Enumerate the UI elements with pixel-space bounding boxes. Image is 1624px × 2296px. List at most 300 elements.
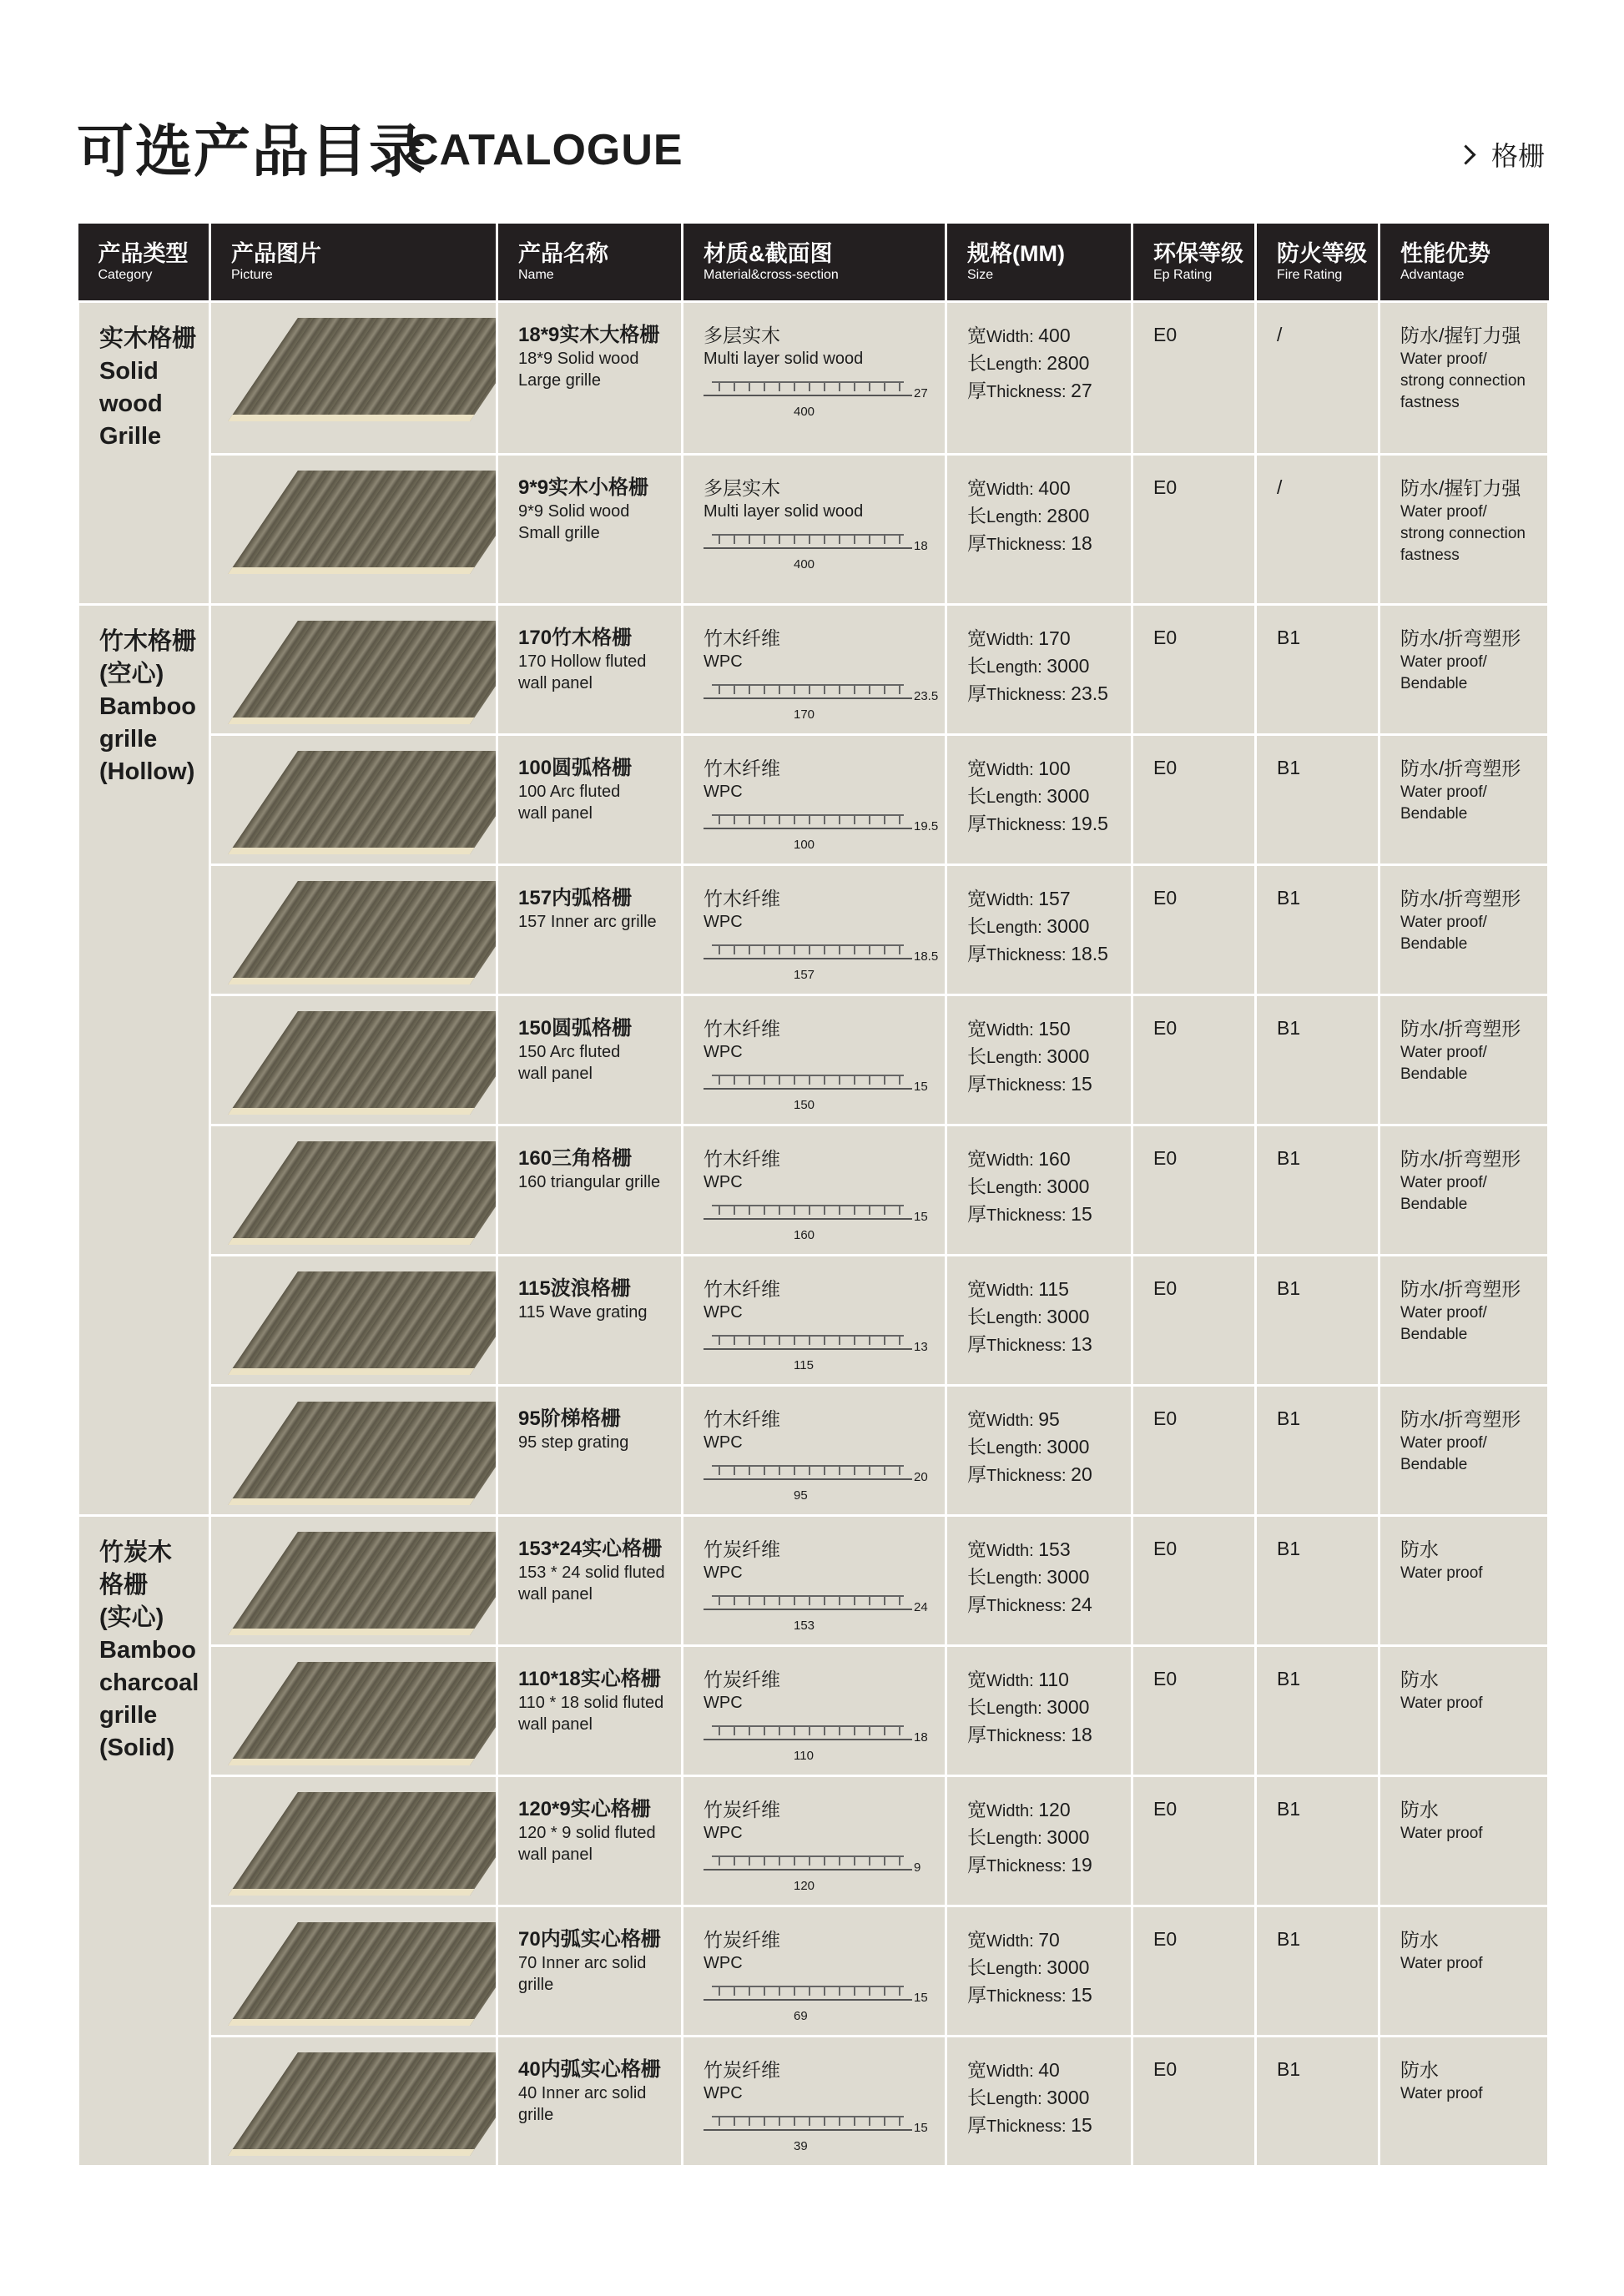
size-length: 长Length: 2800 [967, 352, 1090, 374]
advantage-en: Water proof/ Bendable [1400, 1434, 1487, 1473]
product-name-zh: 9*9实木小格栅 [518, 476, 649, 499]
material-cell [683, 735, 946, 865]
cross-section-profile [704, 1070, 912, 1090]
fire-rating-cell [1256, 1386, 1379, 1516]
size-thickness: 厚Thickness: 23.5 [967, 682, 1108, 704]
column-header-zh: 环保等级 [1153, 241, 1243, 266]
ep-rating: E0 [1153, 476, 1178, 498]
product-name-en: 9*9 Solid wood Small grille [518, 502, 630, 542]
advantage-en: Water proof [1400, 1825, 1483, 1842]
section-thickness-label: 23.5 [914, 689, 939, 703]
advantage-cell [1379, 1516, 1549, 1646]
section-thickness-label: 27 [914, 386, 928, 400]
advantage-zh: 防水 [1400, 1669, 1439, 1690]
fire-rating-cell [1256, 1906, 1379, 2037]
size-cell [946, 995, 1132, 1125]
product-picture [210, 455, 497, 605]
section-width-label: 150 [794, 1098, 815, 1112]
column-header [946, 224, 1132, 302]
product-name-en: 157 Inner arc grille [518, 913, 657, 931]
fire-rating-cell [1256, 605, 1379, 735]
advantage-zh: 防水/握钉力强 [1400, 325, 1521, 346]
ep-rating: E0 [1153, 627, 1178, 648]
category-name-en: Bamboo grille (Hollow) [99, 693, 196, 785]
column-header-zh: 防火等级 [1277, 241, 1367, 266]
material-en: WPC [704, 1303, 743, 1322]
cross-section-profile [704, 1590, 912, 1610]
product-name-en: 170 Hollow fluted wall panel [518, 652, 647, 692]
section-width-label: 39 [794, 2139, 808, 2153]
fire-rating-cell [1256, 995, 1379, 1125]
cross-section-profile [704, 1460, 912, 1480]
panel-image [228, 1662, 497, 1765]
ep-rating-cell [1132, 1776, 1256, 1906]
product-picture [210, 1125, 497, 1256]
table-row [78, 455, 1549, 605]
fire-rating-cell [1256, 455, 1379, 605]
product-picture [210, 1906, 497, 2037]
size-width: 宽Width: 160 [967, 1148, 1071, 1170]
size-cell [946, 865, 1132, 995]
advantage-zh: 防水/握钉力强 [1400, 477, 1521, 499]
ep-rating: E0 [1153, 2058, 1178, 2080]
panel-image [228, 1011, 497, 1115]
cross-section-profile [704, 809, 912, 829]
ep-rating-cell [1132, 735, 1256, 865]
column-header-zh: 产品类型 [98, 241, 189, 266]
column-header-zh: 材质&截面图 [704, 241, 833, 266]
product-name-cell [497, 2037, 683, 2167]
cross-section-drawing [704, 376, 929, 420]
product-name-zh: 120*9实心格栅 [518, 1798, 651, 1820]
material-zh: 竹木纤维 [704, 1018, 780, 1040]
fire-rating: B1 [1277, 1147, 1301, 1169]
material-cell [683, 1386, 946, 1516]
column-header-en: Material&cross-section [704, 268, 839, 282]
cross-section-drawing [704, 939, 939, 983]
product-name-cell [497, 1646, 683, 1776]
material-cell [683, 1906, 946, 2037]
ep-rating-cell [1132, 2037, 1256, 2167]
column-header-en: Size [967, 268, 994, 282]
section-thickness-label: 15 [914, 1991, 928, 2005]
cross-section-profile [704, 376, 912, 396]
advantage-en: Water proof [1400, 2085, 1483, 2102]
product-name-zh: 40内弧实心格栅 [518, 2058, 661, 2081]
size-cell [946, 1256, 1132, 1386]
cross-section-drawing [704, 1200, 929, 1243]
material-en: WPC [704, 783, 743, 801]
advantage-en: Water proof/ Bendable [1400, 914, 1487, 953]
ep-rating: E0 [1153, 1928, 1178, 1950]
table-row [78, 1125, 1549, 1256]
column-header [78, 224, 210, 302]
size-thickness: 厚Thickness: 27 [967, 380, 1092, 401]
fire-rating: B1 [1277, 1538, 1301, 1559]
size-width: 宽Width: 95 [967, 1408, 1060, 1430]
size-cell [946, 1125, 1132, 1256]
ep-rating-cell [1132, 302, 1256, 455]
cross-section-profile [704, 939, 912, 959]
category-cell [78, 302, 210, 605]
product-name-en: 95 step grating [518, 1433, 629, 1452]
section-thickness-label: 15 [914, 1080, 928, 1094]
ep-rating: E0 [1153, 887, 1178, 909]
cross-section-profile [704, 2111, 912, 2131]
material-zh: 竹炭纤维 [704, 2059, 780, 2081]
advantage-cell [1379, 995, 1549, 1125]
size-length: 长Length: 3000 [967, 915, 1090, 937]
cross-section-drawing [704, 529, 929, 572]
product-name-cell [497, 455, 683, 605]
section-thickness-label: 9 [914, 1860, 921, 1875]
fire-rating: B1 [1277, 2058, 1301, 2080]
cross-section-drawing [704, 1981, 929, 2024]
section-nav-link[interactable] [1459, 135, 1545, 174]
fire-rating-cell [1256, 1256, 1379, 1386]
product-name-cell [497, 1256, 683, 1386]
advantage-zh: 防水 [1400, 1799, 1439, 1820]
advantage-zh: 防水 [1400, 1929, 1439, 1951]
category-name-en: Solid wood Grille [99, 358, 163, 450]
material-en: WPC [704, 1563, 743, 1582]
material-cell [683, 1776, 946, 1906]
fire-rating-cell [1256, 865, 1379, 995]
advantage-cell [1379, 1906, 1549, 2037]
fire-rating: B1 [1277, 627, 1301, 648]
column-header-en: Ep Rating [1153, 268, 1213, 282]
material-zh: 竹炭纤维 [704, 1538, 780, 1560]
product-name-cell [497, 995, 683, 1125]
advantage-cell [1379, 1256, 1549, 1386]
panel-image [228, 471, 497, 574]
fire-rating-cell [1256, 735, 1379, 865]
size-length: 长Length: 3000 [967, 2087, 1090, 2108]
section-width-label: 110 [794, 1749, 814, 1763]
product-picture [210, 1776, 497, 1906]
category-name-zh: 竹木格栅 (空心) [99, 628, 197, 687]
panel-image [228, 751, 497, 854]
ep-rating-cell [1132, 1386, 1256, 1516]
material-zh: 竹木纤维 [704, 1278, 780, 1300]
product-name-en: 150 Arc fluted wall panel [518, 1043, 621, 1083]
product-name-cell [497, 1516, 683, 1646]
size-length: 长Length: 3000 [967, 1956, 1090, 1978]
section-thickness-label: 13 [914, 1340, 928, 1354]
size-thickness: 厚Thickness: 15 [967, 1073, 1092, 1095]
category-cell [78, 1516, 210, 2167]
cross-section-drawing [704, 1070, 929, 1113]
column-header-en: Name [518, 268, 554, 282]
fire-rating: B1 [1277, 1407, 1301, 1429]
cross-section-profile [704, 529, 912, 549]
section-width-label: 95 [794, 1488, 808, 1503]
category-name-en: Bamboo charcoal grille (Solid) [99, 1637, 199, 1761]
ep-rating-cell [1132, 1646, 1256, 1776]
category-cell [78, 605, 210, 1516]
category-name-zh: 竹炭木 格栅 (实心) [99, 1539, 173, 1631]
advantage-cell [1379, 1776, 1549, 1906]
product-name-cell [497, 302, 683, 455]
size-thickness: 厚Thickness: 24 [967, 1594, 1092, 1615]
table-row [78, 1386, 1549, 1516]
product-name-cell [497, 605, 683, 735]
advantage-cell [1379, 302, 1549, 455]
ep-rating-cell [1132, 1256, 1256, 1386]
material-en: Multi layer solid wood [704, 350, 864, 368]
size-length: 长Length: 3000 [967, 1436, 1090, 1458]
ep-rating: E0 [1153, 1277, 1178, 1299]
column-header-en: Category [98, 268, 153, 282]
advantage-zh: 防水/折弯塑形 [1400, 1018, 1521, 1040]
section-thickness-label: 24 [914, 1600, 928, 1614]
fire-rating: B1 [1277, 1277, 1301, 1299]
section-width-label: 157 [794, 968, 815, 982]
cross-section-profile [704, 1200, 912, 1220]
material-cell [683, 605, 946, 735]
material-zh: 竹炭纤维 [704, 1799, 780, 1820]
product-name-cell [497, 1906, 683, 2037]
product-name-zh: 150圆弧格栅 [518, 1017, 633, 1040]
section-thickness-label: 20 [914, 1470, 928, 1484]
fire-rating: / [1277, 324, 1283, 345]
catalogue-table [77, 224, 1550, 2168]
size-width: 宽Width: 400 [967, 477, 1071, 499]
product-name-cell [497, 1125, 683, 1256]
material-en: WPC [704, 652, 743, 671]
product-name-zh: 18*9实木大格栅 [518, 324, 660, 346]
table-row [78, 1256, 1549, 1386]
size-width: 宽Width: 157 [967, 888, 1071, 909]
column-header-en: Picture [231, 268, 273, 282]
chevron-right-icon [1455, 144, 1475, 164]
product-name-zh: 100圆弧格栅 [518, 757, 633, 779]
product-picture [210, 995, 497, 1125]
panel-image [228, 621, 497, 724]
table-row [78, 995, 1549, 1125]
section-thickness-label: 18 [914, 1730, 928, 1745]
section-nav-label: 格栅 [1491, 141, 1546, 171]
size-thickness: 厚Thickness: 15 [967, 1203, 1092, 1225]
size-cell [946, 302, 1132, 455]
material-cell [683, 1516, 946, 1646]
advantage-cell [1379, 1386, 1549, 1516]
product-picture [210, 605, 497, 735]
column-header [1379, 224, 1549, 302]
cross-section-drawing [704, 1850, 929, 1894]
panel-image [228, 1792, 497, 1896]
advantage-cell [1379, 865, 1549, 995]
advantage-cell [1379, 455, 1549, 605]
ep-rating: E0 [1153, 1668, 1178, 1689]
product-picture [210, 1386, 497, 1516]
size-length: 长Length: 3000 [967, 1826, 1090, 1848]
size-width: 宽Width: 70 [967, 1929, 1060, 1951]
size-width: 宽Width: 120 [967, 1799, 1071, 1820]
advantage-zh: 防水/折弯塑形 [1400, 1148, 1521, 1170]
panel-image [228, 1922, 497, 2026]
material-en: Multi layer solid wood [704, 502, 864, 521]
category-name-zh: 实木格栅 [99, 325, 197, 352]
product-name-zh: 95阶梯格栅 [518, 1407, 621, 1430]
ep-rating-cell [1132, 1125, 1256, 1256]
section-width-label: 170 [794, 707, 815, 722]
size-thickness: 厚Thickness: 20 [967, 1463, 1092, 1485]
product-name-en: 100 Arc fluted wall panel [518, 783, 621, 823]
advantage-en: Water proof/ Bendable [1400, 653, 1487, 692]
size-thickness: 厚Thickness: 18 [967, 532, 1092, 554]
cross-section-drawing [704, 2111, 929, 2154]
cross-section-drawing [704, 679, 939, 723]
column-header-en: Advantage [1400, 268, 1465, 282]
cross-section-drawing [704, 809, 939, 853]
material-cell [683, 1646, 946, 1776]
size-cell [946, 2037, 1132, 2167]
fire-rating: B1 [1277, 887, 1301, 909]
table-row [78, 735, 1549, 865]
product-picture [210, 302, 497, 455]
material-cell [683, 455, 946, 605]
size-width: 宽Width: 153 [967, 1538, 1071, 1560]
panel-image [228, 1141, 497, 1245]
section-width-label: 120 [794, 1879, 815, 1893]
size-length: 长Length: 3000 [967, 785, 1090, 807]
product-name-cell [497, 735, 683, 865]
product-name-zh: 70内弧实心格栅 [518, 1928, 661, 1951]
advantage-cell [1379, 1646, 1549, 1776]
product-name-zh: 170竹木格栅 [518, 627, 633, 649]
material-zh: 竹木纤维 [704, 627, 780, 649]
section-width-label: 153 [794, 1619, 815, 1633]
material-zh: 竹炭纤维 [704, 1669, 780, 1690]
column-header-zh: 规格(MM) [967, 241, 1065, 266]
section-thickness-label: 18 [914, 539, 928, 553]
product-name-cell [497, 865, 683, 995]
fire-rating: / [1277, 476, 1283, 498]
cross-section-drawing [704, 1720, 929, 1764]
product-name-cell [497, 1776, 683, 1906]
advantage-en: Water proof/ Bendable [1400, 1044, 1487, 1083]
advantage-zh: 防水/折弯塑形 [1400, 758, 1521, 779]
fire-rating: B1 [1277, 1928, 1301, 1950]
cross-section-profile [704, 1720, 912, 1740]
size-length: 长Length: 3000 [967, 1566, 1090, 1588]
cross-section-drawing [704, 1590, 929, 1634]
fire-rating-cell [1256, 302, 1379, 455]
size-thickness: 厚Thickness: 19.5 [967, 813, 1108, 834]
material-zh: 多层实木 [704, 325, 780, 346]
product-name-zh: 153*24实心格栅 [518, 1538, 663, 1560]
advantage-zh: 防水/折弯塑形 [1400, 1278, 1521, 1300]
size-length: 长Length: 3000 [967, 1696, 1090, 1718]
product-name-en: 120 * 9 solid fluted wall panel [518, 1824, 656, 1864]
fire-rating-cell [1256, 1776, 1379, 1906]
column-header [683, 224, 946, 302]
fire-rating: B1 [1277, 1798, 1301, 1820]
cross-section-profile [704, 1330, 912, 1350]
product-picture [210, 865, 497, 995]
table-row [78, 302, 1549, 455]
column-header-zh: 产品名称 [518, 241, 608, 266]
product-name-zh: 115波浪格栅 [518, 1277, 631, 1300]
cross-section-profile [704, 1981, 912, 2001]
panel-image [228, 1271, 497, 1375]
product-name-en: 153 * 24 solid fluted wall panel [518, 1563, 665, 1604]
ep-rating: E0 [1153, 1147, 1178, 1169]
ep-rating: E0 [1153, 1017, 1178, 1039]
material-zh: 竹木纤维 [704, 1408, 780, 1430]
size-length: 长Length: 3000 [967, 1045, 1090, 1067]
size-width: 宽Width: 400 [967, 325, 1071, 346]
advantage-zh: 防水/折弯塑形 [1400, 627, 1521, 649]
section-thickness-label: 19.5 [914, 819, 939, 833]
material-cell [683, 1256, 946, 1386]
material-en: WPC [704, 1954, 743, 1972]
size-cell [946, 1776, 1132, 1906]
table-row [78, 1646, 1549, 1776]
size-width: 宽Width: 100 [967, 758, 1071, 779]
product-picture [210, 735, 497, 865]
size-thickness: 厚Thickness: 18.5 [967, 943, 1108, 964]
panel-image [228, 1532, 497, 1635]
fire-rating-cell [1256, 2037, 1379, 2167]
advantage-zh: 防水/折弯塑形 [1400, 1408, 1521, 1430]
material-zh: 竹炭纤维 [704, 1929, 780, 1951]
size-length: 长Length: 3000 [967, 1306, 1090, 1327]
product-name-cell [497, 1386, 683, 1516]
product-picture [210, 2037, 497, 2167]
advantage-en: Water proof/ Bendable [1400, 1174, 1487, 1213]
product-picture [210, 1256, 497, 1386]
panel-image [228, 881, 497, 984]
material-en: WPC [704, 913, 743, 931]
fire-rating-cell [1256, 1646, 1379, 1776]
fire-rating-cell [1256, 1125, 1379, 1256]
size-thickness: 厚Thickness: 15 [967, 1984, 1092, 2006]
ep-rating-cell [1132, 455, 1256, 605]
advantage-en: Water proof/ strong connection fastness [1400, 350, 1526, 411]
ep-rating: E0 [1153, 757, 1178, 778]
material-en: WPC [704, 1433, 743, 1452]
material-cell [683, 1125, 946, 1256]
product-picture [210, 1516, 497, 1646]
product-name-en: 70 Inner arc solid grille [518, 1954, 647, 1994]
size-thickness: 厚Thickness: 18 [967, 1724, 1092, 1745]
advantage-en: Water proof [1400, 1564, 1483, 1582]
product-name-en: 40 Inner arc solid grille [518, 2084, 647, 2124]
section-width-label: 400 [794, 405, 815, 419]
advantage-cell [1379, 2037, 1549, 2167]
size-length: 长Length: 3000 [967, 655, 1090, 677]
ep-rating: E0 [1153, 324, 1178, 345]
section-thickness-label: 15 [914, 2121, 928, 2135]
material-cell [683, 865, 946, 995]
advantage-cell [1379, 605, 1549, 735]
table-row [78, 605, 1549, 735]
material-zh: 竹木纤维 [704, 758, 780, 779]
ep-rating-cell [1132, 995, 1256, 1125]
advantage-en: Water proof/ Bendable [1400, 783, 1487, 823]
product-name-en: 110 * 18 solid fluted wall panel [518, 1694, 664, 1734]
column-header [1132, 224, 1256, 302]
page-title-zh: 可选产品目录 [77, 120, 428, 184]
ep-rating-cell [1132, 865, 1256, 995]
size-width: 宽Width: 150 [967, 1018, 1071, 1040]
size-cell [946, 1646, 1132, 1776]
column-header [210, 224, 497, 302]
ep-rating-cell [1132, 1906, 1256, 2037]
table-row [78, 1906, 1549, 2037]
